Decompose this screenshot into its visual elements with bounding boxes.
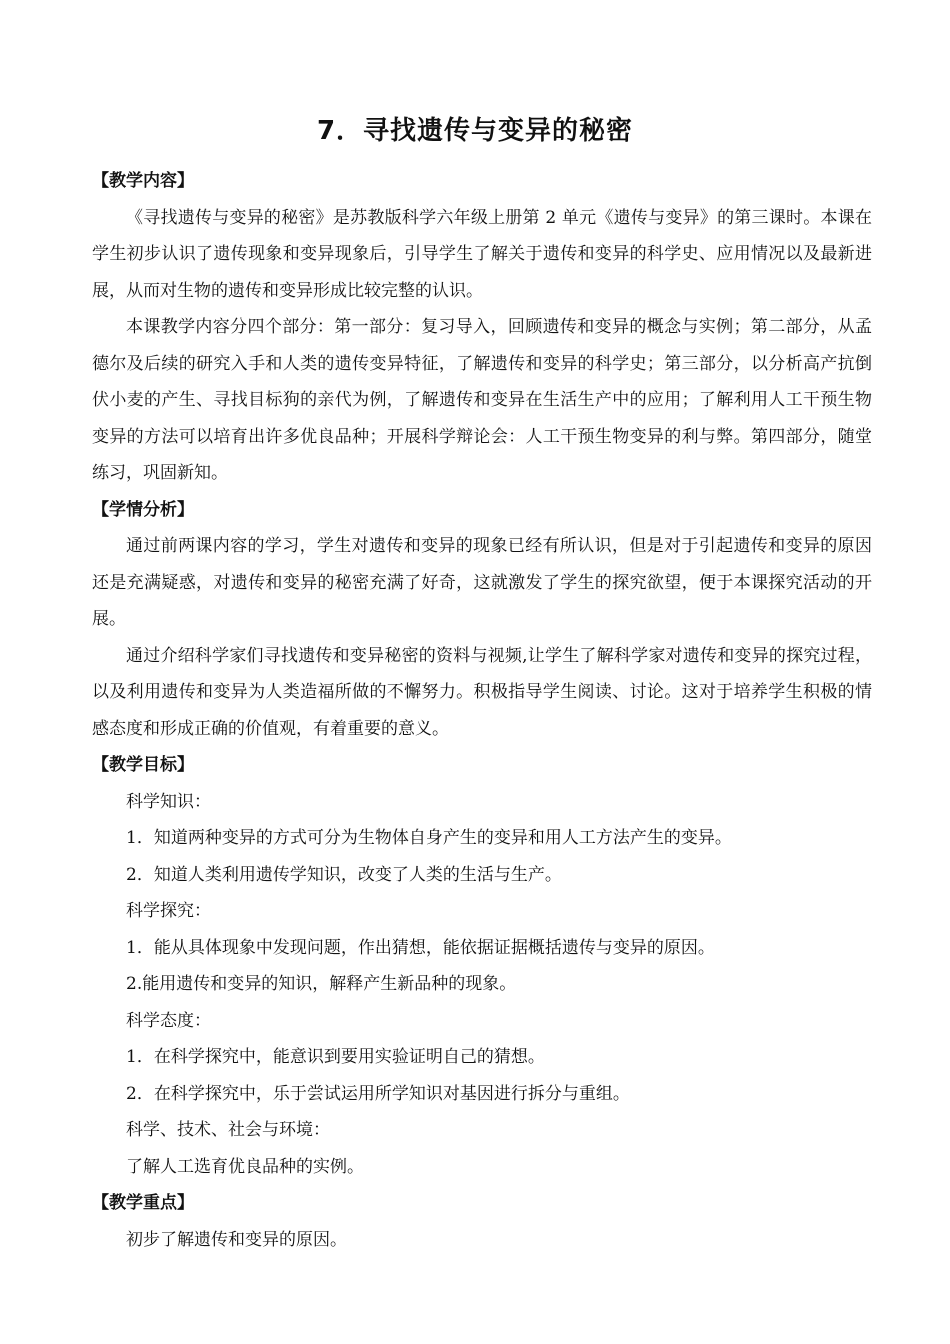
goal-knowledge-label: 科学知识： [126,791,211,812]
goal-attitude-item-2: 2．在科学探究中，乐于尝试运用所学知识对基因进行拆分与重组。 [126,1083,630,1104]
goal-inquiry-item-1: 1．能从具体现象中发现问题，作出猜想，能依据证据概括遗传与变异的原因。 [126,937,715,958]
goal-inquiry-label: 科学探究： [126,901,211,921]
content-paragraph-1: 《寻找遗传与变异的秘密》是苏教版科学六年级上册第 2 单元《遗传与变异》的第三课时。本课在学生初步认识了遗传现象和变异现象后，引导学生了解关于遗传和变异的科学史、应用情况以及最新进展，从而对生物的遗传和变异形成比较完整的认识。 [92,207,872,301]
page-title: 7．寻找遗传与变异的秘密 [316,116,634,146]
analysis-paragraph-2: 通过介绍科学家们寻找遗传和变异秘密的资料与视频,让学生了解科学家对遗传和变异的探究过程，以及利用遗传和变异为人类造福所做的不懈努力。积极指导学生阅读、讨论。这对于培养学生积极的情感态度和形成正确的价值观，有着重要的意义。 [92,645,872,739]
section-heading-key: 【教学重点】 [92,1193,194,1213]
goal-knowledge-item-2: 2．知道人类利用遗传学知识，改变了人类的生活与生产。 [126,864,562,885]
document-body [92,163,872,1258]
section-heading-content: 【教学内容】 [92,171,194,191]
goal-attitude-label: 科学态度： [126,1010,211,1031]
goal-knowledge-item-1: 1．知道两种变异的方式可分为生物体自身产生的变异和用人工方法产生的变异。 [126,828,732,848]
key-point-text: 初步了解遗传和变异的原因。 [126,1229,347,1250]
content-paragraph-2: 本课教学内容分四个部分：第一部分：复习导入，回顾遗传和变异的概念与实例；第二部分，从孟德尔及后续的研究入手和人类的遗传变异特征，了解遗传和变异的科学史；第三部分，以分析高产抗倒伏小麦的产生、寻找目标狗的亲代为例，了解遗传和变异在生活生产中的应用；了解利用人工干预生物变异的方法可以培育出许多优良品种；开展科学辩论会：人工干预生物变异的利与弊。第四部分，随堂练习，巩固新知。 [92,317,872,483]
analysis-paragraph-1: 通过前两课内容的学习，学生对遗传和变异的现象已经有所认识，但是对于引起遗传和变异的原因还是充满疑惑，对遗传和变异的秘密充满了好奇，这就激发了学生的探究欲望，便于本课探究活动的开展。 [92,536,872,629]
goal-attitude-item-1: 1．在科学探究中，能意识到要用实验证明自己的猜想。 [126,1047,545,1067]
goal-inquiry-item-2: 2.能用遗传和变异的知识，解释产生新品种的现象。 [126,974,517,994]
goal-sts-item-1: 了解人工选育优良品种的实例。 [126,1156,364,1177]
goal-sts-label: 科学、技术、社会与环境： [126,1120,330,1140]
section-heading-goals: 【教学目标】 [92,755,194,775]
section-heading-analysis: 【学情分析】 [92,499,194,520]
